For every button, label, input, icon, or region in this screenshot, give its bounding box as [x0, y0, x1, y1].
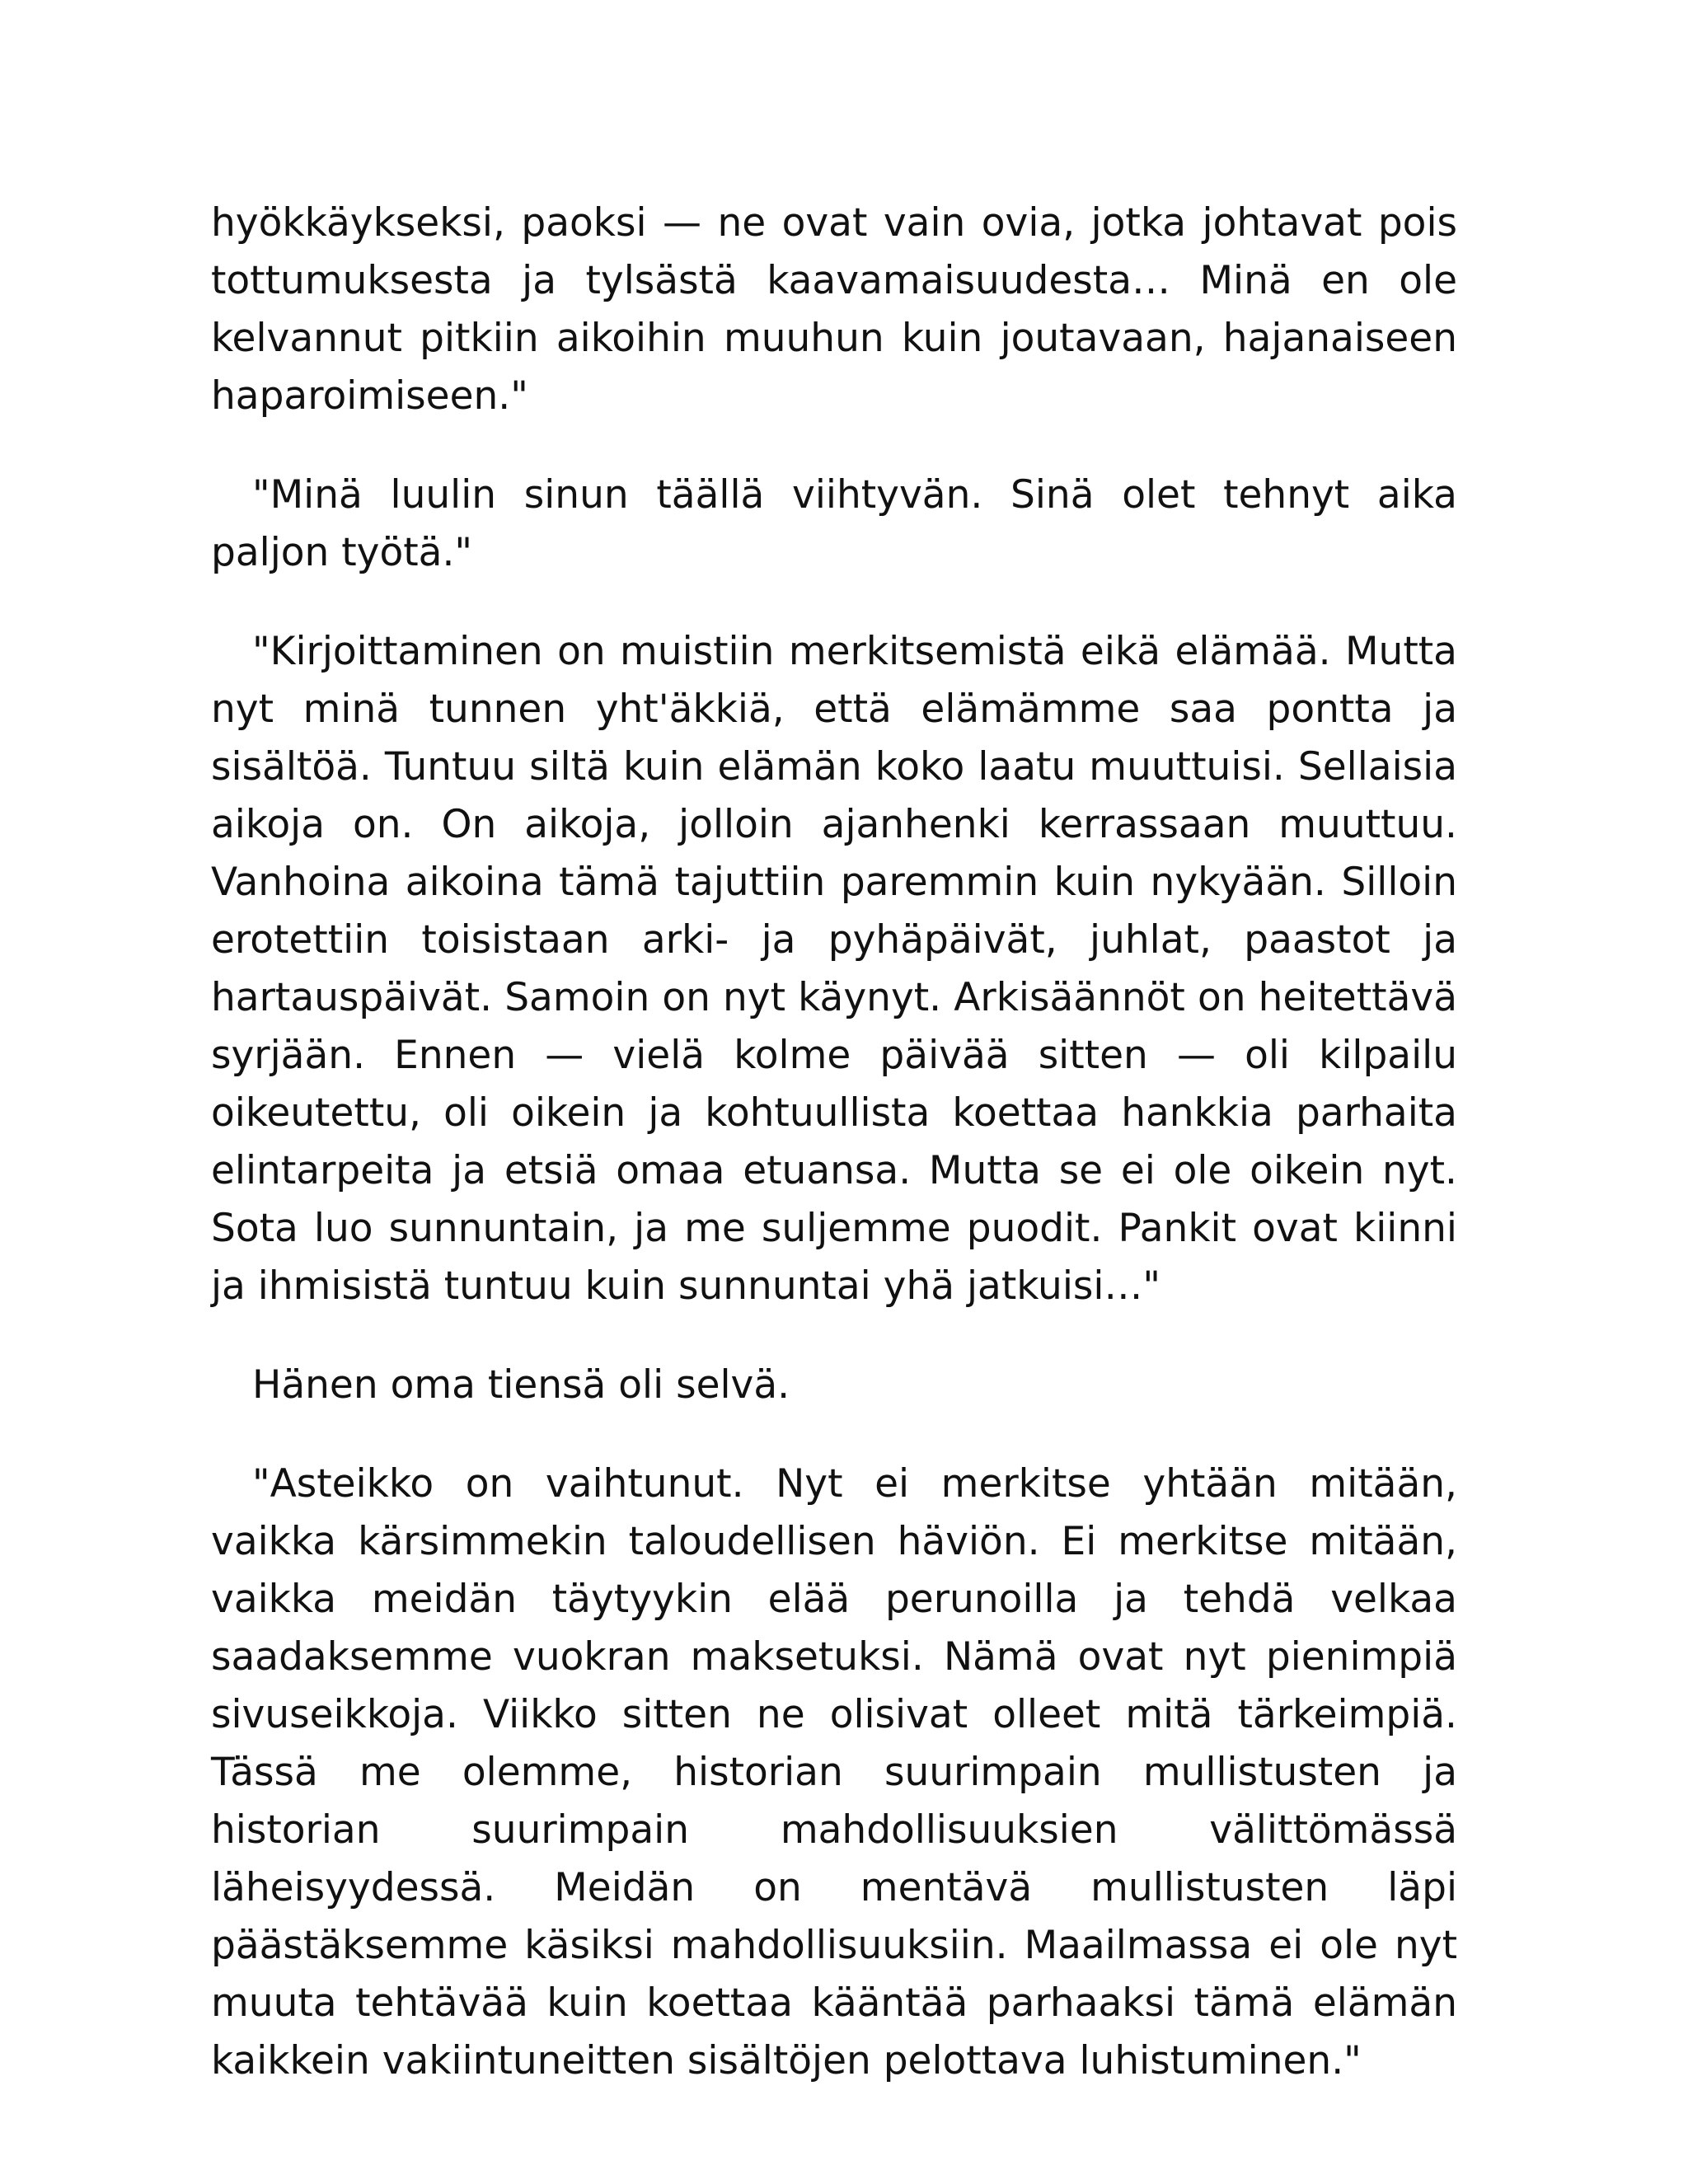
- document-page: [211, 194, 1457, 2131]
- paragraph-3: "Kirjoittaminen on muistiin merkitsemistä eikä elämää. Mutta nyt minä tunnen yht'äkkiä, että elämämme saa pontta ja sisältöä. Tuntuu siltä kuin elämän koko laatu muuttuisi. Sellaisia aikoja on. On aikoja, jolloin ajanhenki kerrassaan muuttuu. Vanhoina aikoina tämä tajuttiin paremmin kuin nykyään. Silloin erotettiin toisistaan arki- ja pyhäpäivät, juhlat, paastot ja hartauspäivät. Samoin on nyt käynyt. Arkisäännöt on heitettävä syrjään. Ennen — vielä kolme päivää sitten — oli kilpailu oikeutettu, oli oikein ja kohtuullista koettaa hankkia parhaita elintarpeita ja etsiä omaa etuansa. Mutta se ei ole oikein nyt. Sota luo sunnuntain, ja me suljemme puodit. Pankit ovat kiinni ja ihmisistä tuntuu kuin sunnuntai yhä jatkuisi…": [211, 629, 1457, 1309]
- paragraph-1: hyökkäykseksi, paoksi — ne ovat vain ovia, jotka johtavat pois tottumuksesta ja tylsästä kaavamaisuudesta… Minä en ole kelvannut pitkiin aikoihin muuhun kuin joutavaan, hajanaiseen haparoimiseen.": [211, 200, 1457, 419]
- paragraph-4: Hänen oma tiensä oli selvä.: [252, 1362, 790, 1408]
- paragraph-2: "Minä luulin sinun täällä viihtyvän. Sinä olet tehnyt aika paljon työtä.": [211, 472, 1457, 575]
- paragraph-5: "Asteikko on vaihtunut. Nyt ei merkitse yhtään mitään, vaikka kärsimmekin taloudellisen häviön. Ei merkitse mitään, vaikka meidän täytyykin elää perunoilla ja tehdä velkaa saadaksemme vuokran maksetuksi. Nämä ovat nyt pienimpiä sivuseikkoja. Viikko sitten ne olisivat olleet mitä tärkeimpiä. Tässä me olemme, historian suurimpain mullistusten ja historian suurimpain mahdollisuuksien välittömässä läheisyydessä. Meidän on mentävä mullistusten läpi päästäksemme käsiksi mahdollisuuksiin. Maailmassa ei ole nyt muuta tehtävää kuin koettaa kääntää parhaaksi tämä elämän kaikkein vakiintuneitten sisältöjen pelottava luhistuminen.": [211, 1461, 1457, 2083]
